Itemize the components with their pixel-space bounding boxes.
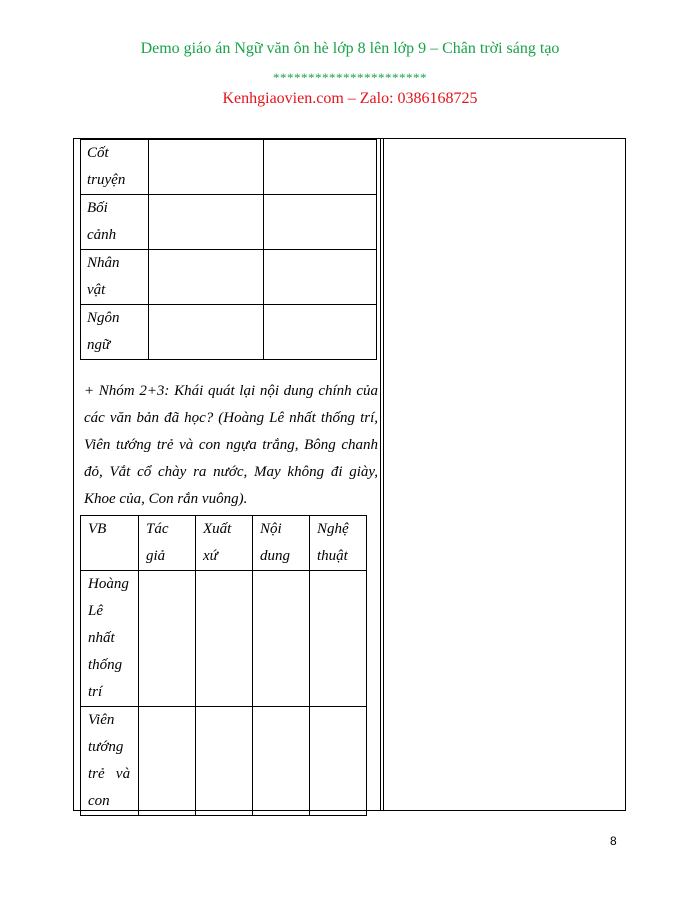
- empty-cell: [196, 571, 253, 707]
- empty-cell: [149, 140, 264, 195]
- row-label-line: truyện: [87, 172, 126, 188]
- empty-cell: [310, 707, 367, 816]
- row-label-line: nhất: [88, 630, 115, 646]
- header-text: VB: [88, 521, 107, 537]
- table-row: [81, 140, 377, 195]
- table-row: [81, 195, 377, 250]
- empty-cell: [149, 195, 264, 250]
- empty-cell: [149, 305, 264, 360]
- row-label-line: tướng: [88, 739, 124, 755]
- empty-cell: [149, 250, 264, 305]
- header-vb: [81, 516, 139, 571]
- table-row: [81, 571, 367, 707]
- row-label-line: Ngôn: [87, 310, 120, 326]
- row-label: [81, 707, 139, 816]
- empty-cell: [139, 707, 196, 816]
- empty-cell: [196, 707, 253, 816]
- row-label: [81, 140, 149, 195]
- row-label: [81, 305, 149, 360]
- row-label: [81, 571, 139, 707]
- row-label: [81, 195, 149, 250]
- empty-cell: [264, 195, 377, 250]
- row-label-line: thống: [88, 657, 123, 673]
- header-noi-dung: [253, 516, 310, 571]
- outer-right-border: [625, 138, 626, 811]
- empty-cell: [264, 140, 377, 195]
- group-task-paragraph: + Nhóm 2+3: Khái quát lại nội dung chính của các văn bản đã học? (Hoàng Lê nhất thống trí, Viên tướng trẻ và con ngựa trắng, Bông chanh đỏ, Vắt cổ chày ra nước, May không đi giày, Khoe của, Con rắn vuông).: [84, 383, 378, 507]
- outer-mid-border-a: [380, 138, 381, 811]
- empty-cell: [310, 571, 367, 707]
- header-text: thuật: [317, 548, 348, 564]
- row-label-line: Cốt: [87, 145, 109, 161]
- row-label-line: ngữ: [87, 337, 111, 353]
- table-header-row: [81, 516, 367, 571]
- table-row: [81, 707, 367, 816]
- header-contact: Kenhgiaovien.com – Zalo: 0386168725: [222, 90, 478, 107]
- header-text: xứ: [203, 548, 218, 564]
- outer-left-border: [73, 138, 74, 811]
- row-label-line: Lê: [88, 603, 103, 619]
- header-nghe-thuat: [310, 516, 367, 571]
- page-number: 8: [610, 834, 617, 848]
- row-label-line: trí: [88, 684, 103, 700]
- header-text: Nội: [260, 521, 282, 537]
- header-text: dung: [260, 548, 290, 564]
- row-label-line: con: [88, 793, 110, 809]
- header-stars: **********************: [273, 70, 427, 85]
- outer-mid-border-b: [383, 138, 384, 811]
- empty-cell: [264, 250, 377, 305]
- texts-summary-table: [80, 515, 367, 816]
- row-label-line: cảnh: [87, 227, 117, 243]
- header-text: Nghệ: [317, 521, 349, 537]
- header-text: Xuất: [203, 521, 232, 537]
- row-label: [81, 250, 149, 305]
- empty-cell: [253, 571, 310, 707]
- header-xuat-xu: [196, 516, 253, 571]
- header-text: Tác: [146, 521, 169, 537]
- row-label-line: trẻ và: [88, 766, 131, 782]
- row-label-line: Nhân: [87, 255, 120, 271]
- row-label-line: Viên: [88, 712, 115, 728]
- row-label-line: Hoàng: [88, 576, 129, 592]
- header-title: Demo giáo án Ngữ văn ôn hè lớp 8 lên lớp 9 – Chân trời sáng tạo: [140, 40, 560, 57]
- story-elements-table: [80, 139, 377, 360]
- table-row: [81, 250, 377, 305]
- header-tac-gia: [139, 516, 196, 571]
- table-row: [81, 305, 377, 360]
- header-text: giả: [146, 548, 166, 564]
- row-label-line: Bối: [87, 200, 108, 216]
- row-label-line: vật: [87, 282, 106, 298]
- empty-cell: [253, 707, 310, 816]
- empty-cell: [139, 571, 196, 707]
- empty-cell: [264, 305, 377, 360]
